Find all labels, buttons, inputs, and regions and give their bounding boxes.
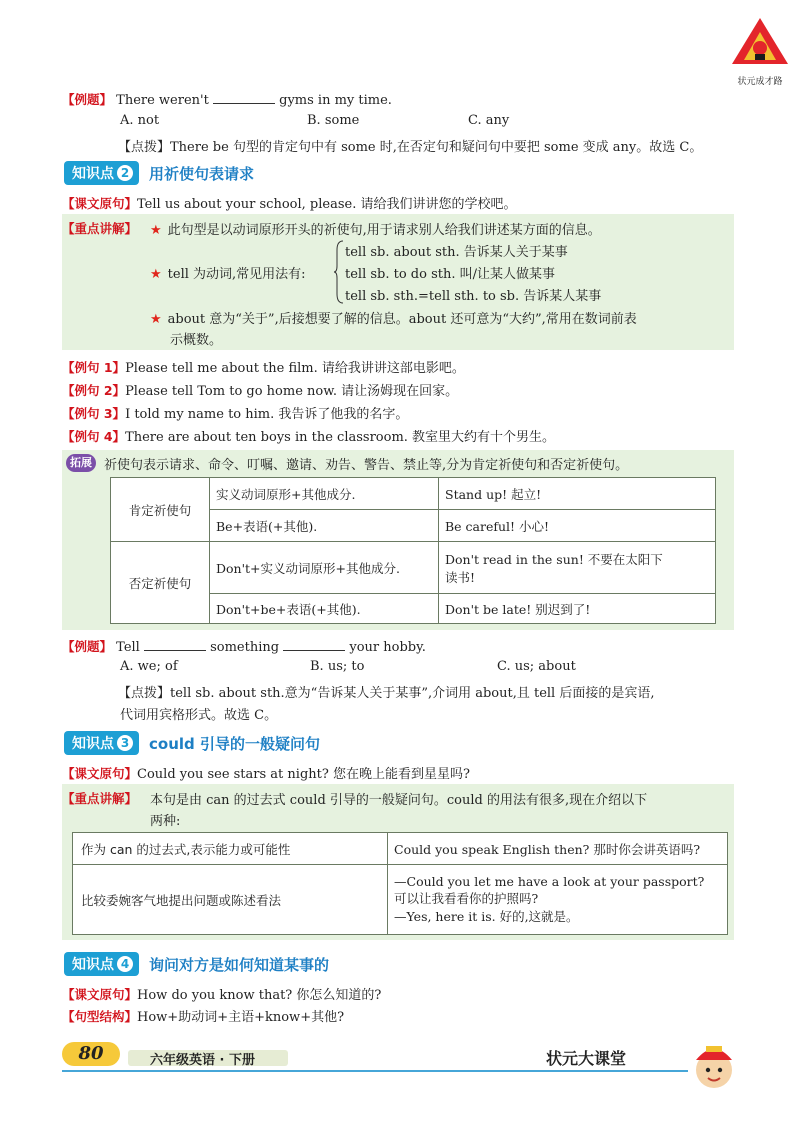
- table-cell: Don't+实义动词原形+其他成分.: [210, 542, 439, 594]
- kp2-bullet-1: ★ 此句型是以动词原形开头的祈使句,用于请求别人给我们讲述某方面的信息。: [150, 223, 601, 238]
- star-icon: ★: [150, 312, 162, 327]
- ex1-question: 【例题】 There weren't gyms in my time.: [62, 92, 392, 108]
- kp2-usage-2: tell sb. to do sth. 叫/让某人做某事: [345, 267, 555, 282]
- ex1-blank[interactable]: [213, 91, 275, 104]
- extension-text: 祈使句表示请求、命令、叮嘱、邀请、劝告、警告、禁止等,分为肯定祈使句和否定祈使句。: [104, 458, 629, 473]
- kp2-sentence-4: 【例句 4】There are about ten boys in the classroom. 教室里大约有十个男生。: [62, 429, 556, 445]
- table-cell: 作为 can 的过去式,表示能力或可能性: [73, 833, 388, 865]
- ex1-option-c: C. any: [468, 113, 510, 128]
- table-cell: 实义动词原形+其他成分.: [210, 478, 439, 510]
- table-cell: 肯定祈使句: [111, 478, 210, 542]
- table-cell: Be+表语(+其他).: [210, 510, 439, 542]
- footer-book-title: 六年级英语 · 下册: [150, 1053, 255, 1068]
- brace-icon: [334, 240, 344, 304]
- kp3-source: 【课文原句】Could you see stars at night? 您在晚上能看到星星吗?: [62, 766, 470, 782]
- kp2-badge: 知识点 2: [64, 161, 139, 185]
- kp2-heading: [64, 160, 254, 186]
- table-cell: Don't+be+表语(+其他).: [210, 594, 439, 624]
- table-cell: 否定祈使句: [111, 542, 210, 624]
- footer-rule: [62, 1070, 688, 1072]
- brand-logo-icon: [728, 14, 792, 68]
- kp3-key-text: 本句是由 can 的过去式 could 引导的一般疑问句。could 的用法有很多,现在介绍以下: [150, 793, 648, 808]
- ex2-question: 【例题】 Tell something your hobby.: [62, 639, 426, 655]
- imperative-table: [110, 477, 716, 624]
- kp3-key-tag: 【重点讲解】: [62, 791, 138, 806]
- kp3-title: could 引导的一般疑问句: [149, 734, 320, 753]
- kp2-bullet-3-cont: 示概数。: [170, 333, 223, 348]
- ex1-tag: 【例题】: [62, 92, 113, 107]
- ex2-blank-2[interactable]: [283, 638, 345, 651]
- kp4-source: 【课文原句】How do you know that? 你怎么知道的?: [62, 987, 382, 1003]
- ex2-blank-1[interactable]: [144, 638, 206, 651]
- kp3-key-text-cont: 两种:: [150, 814, 181, 829]
- kp4-heading: [64, 951, 329, 977]
- table-cell: —Could you let me have a look at your passport? 可以让我看看你的护照吗? —Yes, here it is. 好的,这就是。: [388, 865, 728, 935]
- table-cell: Don't read in the sun! 不要在太阳下 读书!: [439, 542, 716, 594]
- star-icon: ★: [150, 267, 162, 282]
- table-cell: Be careful! 小心!: [439, 510, 716, 542]
- kp2-sentence-3: 【例句 3】I told my name to him. 我告诉了他我的名字。: [62, 406, 409, 422]
- kp2-sentence-1: 【例句 1】Please tell me about the film. 请给我讲讲这部电影吧。: [62, 360, 465, 376]
- table-cell: 比较委婉客气地提出问题或陈述看法: [73, 865, 388, 935]
- brand-name: 状元成才路: [737, 77, 783, 87]
- kp2-usage-1: tell sb. about sth. 告诉某人关于某事: [345, 245, 568, 260]
- ex1-option-a: A. not: [120, 113, 160, 128]
- star-icon: ★: [150, 223, 162, 238]
- table-cell: Could you speak English then? 那时你会讲英语吗?: [388, 833, 728, 865]
- kp2-source: 【课文原句】Tell us about your school, please. 请给我们讲讲您的学校吧。: [62, 196, 517, 212]
- kp2-bullet-2: ★ tell 为动词,常见用法有:: [150, 267, 306, 282]
- could-usage-table: [72, 832, 728, 935]
- ex2-tip: 【点拨】tell sb. about sth.意为“告诉某人关于某事”,介词用 about,且 tell 后面接的是宾语,: [118, 686, 655, 701]
- kp2-sentence-2: 【例句 2】Please tell Tom to go home now. 请让汤姆现在回家。: [62, 383, 459, 399]
- ex1-option-b: B. some: [307, 113, 360, 128]
- page-number: 80: [62, 1042, 120, 1066]
- table-cell: Don't be late! 别迟到了!: [439, 594, 716, 624]
- kp3-badge: 知识点 3: [64, 731, 139, 755]
- kp3-heading: [64, 730, 320, 756]
- kp2-bullet-3: ★ about 意为“关于”,后接想要了解的信息。about 还可意为“大约”,常用在数词前表: [150, 312, 637, 327]
- ex2-option-c: C. us; about: [497, 659, 576, 674]
- kp2-title: 用祈使句表请求: [149, 164, 255, 183]
- kp2-usage-3: tell sb. sth.=tell sth. to sb. 告诉某人某事: [345, 289, 602, 304]
- table-cell: Stand up! 起立!: [439, 478, 716, 510]
- kp4-title: 询问对方是如何知道某事的: [149, 955, 330, 974]
- kp2-key-tag: 【重点讲解】: [62, 221, 138, 236]
- ex2-option-a: A. we; of: [120, 659, 178, 674]
- extension-badge: 拓展: [66, 454, 96, 472]
- ex2-option-b: B. us; to: [310, 659, 365, 674]
- kp4-structure: 【句型结构】How+助动词+主语+know+其他?: [62, 1009, 345, 1025]
- kp4-badge: 知识点 4: [64, 952, 139, 976]
- ex1-tip: 【点拨】There be 句型的肯定句中有 some 时,在否定句和疑问句中要把 some 变成 any。故选 C。: [118, 140, 703, 155]
- mascot-icon: [684, 1036, 744, 1096]
- footer-series: 状元大课堂: [546, 1049, 627, 1068]
- ex2-tip-cont: 代词用宾格形式。故选 C。: [120, 708, 278, 723]
- brand-logo: [728, 14, 792, 87]
